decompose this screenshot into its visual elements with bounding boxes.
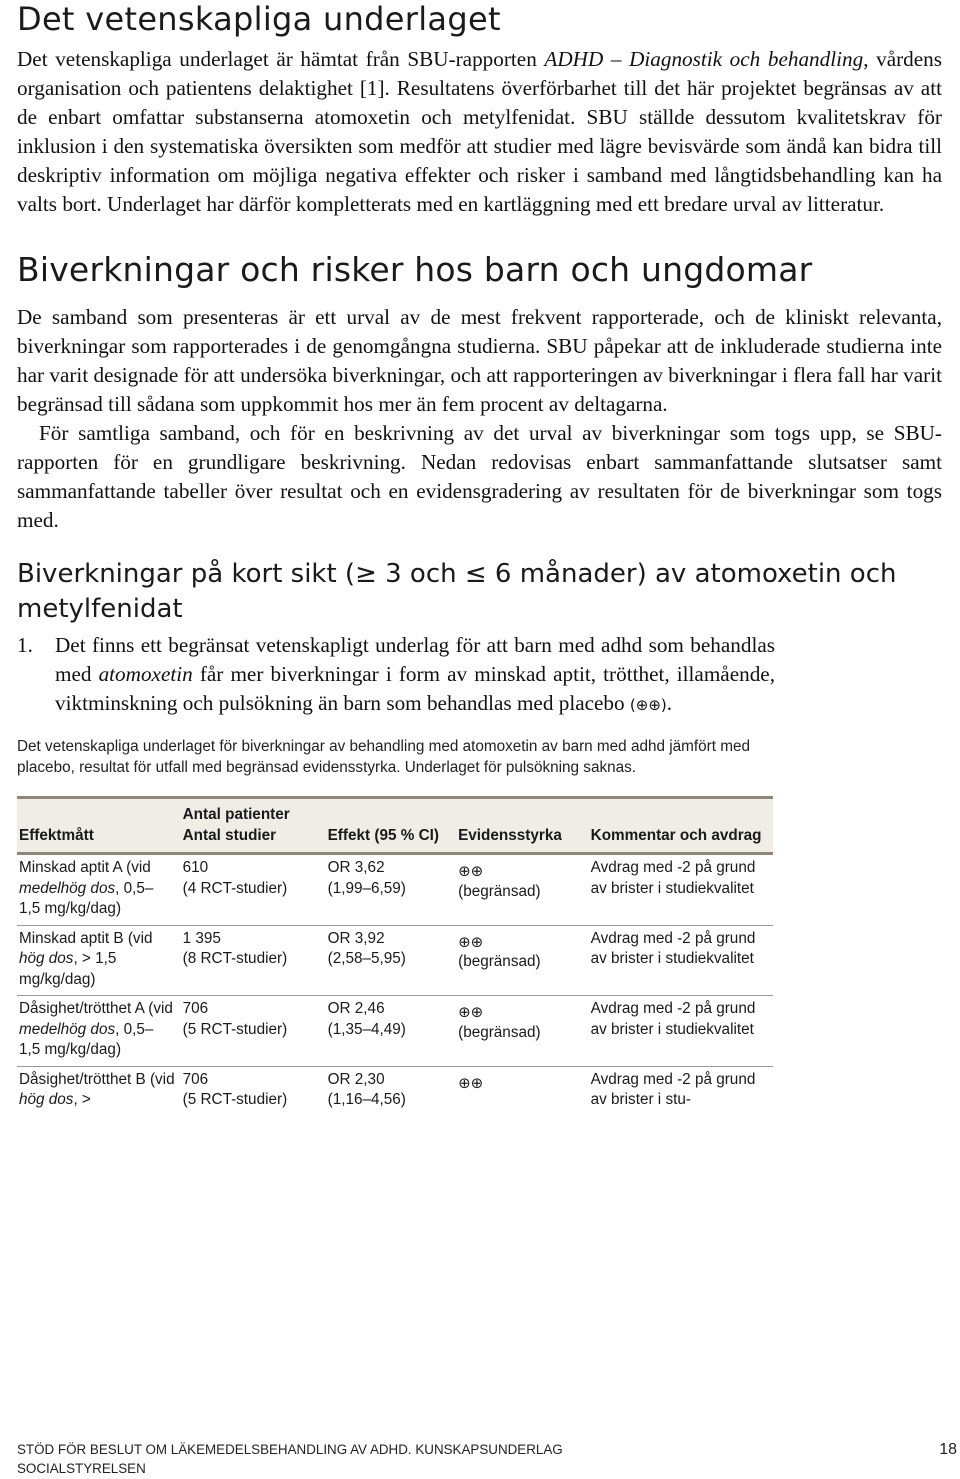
header-effektmatt: Effektmått xyxy=(17,798,181,854)
table-row xyxy=(17,854,773,926)
cell-antal: 706 (5 RCT-studier) xyxy=(181,996,326,1067)
evidence-table xyxy=(17,796,773,1116)
cell-kommentar: Avdrag med -2 på grund av brister i stu- xyxy=(590,1070,756,1108)
cell-effekt: OR 2,30 (1,16–4,56) xyxy=(327,1070,406,1108)
report-title: ADHD – Diagnostik och behandling xyxy=(544,47,864,71)
cell-effekt: OR 2,46 (1,35–4,49) xyxy=(326,996,456,1067)
cell-antal: 1 395 (8 RCT-studier) xyxy=(181,925,326,996)
cell-effektmatt: Dåsighet/trötthet B (vid hög dos, > xyxy=(19,1070,175,1108)
footer-title: STÖD FÖR BESLUT OM LÄKEMEDELSBEHANDLING AV ADHD. KUNSKAPSUNDERLAG xyxy=(17,1442,563,1457)
cell-evidensstyrka: ⊕⊕ (begränsad) xyxy=(456,854,589,926)
cell-evidensstyrka: ⊕⊕ (begränsad) xyxy=(456,996,589,1067)
cell-effektmatt: Minskad aptit B (vid hög dos, > 1,5 mg/kg/dag) xyxy=(17,925,181,996)
heading-vetenskapliga-underlaget: Det vetenskapliga underlaget xyxy=(17,0,501,38)
header-kommentar: Kommentar och avdrag xyxy=(589,798,773,854)
table-caption: Det vetenskapliga underlaget för biverkningar av behandling med atomoxetin av barn med adhd jämfört med placebo, resultat för utfall med begränsad evidensstyrka. Underlaget för pulsökning saknas. xyxy=(17,738,750,776)
heading-kort-sikt: Biverkningar på kort sikt (≥ 3 och ≤ 6 månader) av atomoxetin och metylfenidat xyxy=(17,559,897,624)
item-text: Det finns ett begränsat vetenskapligt underlag för att barn med adhd som behandlas med atomoxetin får mer biverkningar i form av minskad aptit, trötthet, illamående, viktminskning och pulsökning än barn som behandlas med placebo (⊕⊕). xyxy=(55,633,775,715)
evidence-symbol: ⊕⊕ xyxy=(458,932,484,951)
paragraph-samtliga-samband: För samtliga samband, och för en beskrivning av det urval av biverkningar som togs upp, se SBU-rapporten för en grundligare beskrivning. Nedan redovisas enbart sammanfattande slutsatser samt sammanfattande tabeller över resultat och en evidensgradering av resultaten för de biverkningar som togs med. xyxy=(17,421,942,532)
document-page xyxy=(17,0,942,1116)
page-footer xyxy=(17,1440,957,1478)
cell-effektmatt: Minskad aptit A (vid medelhög dos, 0,5–1,5 mg/kg/dag) xyxy=(17,854,181,926)
table-row xyxy=(17,925,773,996)
table-row xyxy=(17,996,773,1067)
paragraph-underlag: Det vetenskapliga underlaget är hämtat från SBU-rapporten ADHD – Diagnostik och behandling, vårdens organisation och patientens delaktighet [1]. Resultatens överförbarhet till det här projektet begränsas av att de enbart omfattar substanserna atomoxetin och metylfenidat. SBU ställde dessutom kvalitetskrav för inklusion i den systematiska översikten som medför att studier med lägre bevisvärde som ändå kan bidra till deskriptiv information om möjliga negativa effekter och risker i samband med långtidsbehandling kan ha valts bort. Underlaget har därför kompletterats med en kartläggning med ett bredare urval av litteratur. xyxy=(17,47,942,216)
table-row xyxy=(17,1066,773,1116)
header-effekt: Effekt (95 % CI) xyxy=(326,798,456,854)
cell-effekt: OR 3,92 (2,58–5,95) xyxy=(326,925,456,996)
evidence-symbol: ⊕⊕ xyxy=(458,862,484,880)
table-header-row xyxy=(17,798,773,854)
evidence-symbol: ⊕⊕ xyxy=(458,1003,484,1021)
header-evidensstyrka: Evidensstyrka xyxy=(456,798,589,854)
page-number: 18 xyxy=(939,1441,957,1458)
heading-biverkningar-barn: Biverkningar och risker hos barn och ungdomar xyxy=(17,250,813,289)
footer-publisher: SOCIALSTYRELSEN xyxy=(17,1461,146,1476)
cell-evidensstyrka: ⊕⊕ (begränsad) xyxy=(456,925,589,996)
cell-kommentar: Avdrag med -2 på grund av brister i studiekvalitet xyxy=(589,996,773,1067)
conclusion-item-1 xyxy=(17,631,942,720)
evidence-symbol: (⊕⊕) xyxy=(629,696,667,714)
item-number: 1. xyxy=(17,633,33,657)
cell-kommentar: Avdrag med -2 på grund av brister i studiekvalitet xyxy=(589,854,773,926)
cell-antal: 610 (4 RCT-studier) xyxy=(181,854,326,926)
paragraph-samband: De samband som presenteras är ett urval av de mest frekvent rapporterade, och de kliniskt relevanta, biverkningar som rapporterades i de genomgångna studierna. SBU påpekar att de inkluderade studierna inte har varit designade för att undersöka biverkningar, och att rapporteringen av biverkningar i flera fall har varit begränsad till sådana som uppkommit hos mer än fem procent av deltagarna. xyxy=(17,305,942,416)
cell-evidensstyrka xyxy=(456,1066,589,1116)
header-antal: Antal patienter Antal studier xyxy=(181,798,326,854)
evidence-symbol: ⊕⊕ xyxy=(458,1073,484,1092)
cell-effektmatt: Dåsighet/trötthet A (vid medelhög dos, 0,5–1,5 mg/kg/dag) xyxy=(17,996,181,1067)
cell-antal: 706 (5 RCT-studier) xyxy=(182,1070,288,1108)
cell-effekt: OR 3,62 (1,99–6,59) xyxy=(326,854,456,926)
cell-kommentar: Avdrag med -2 på grund av brister i studiekvalitet xyxy=(589,925,773,996)
